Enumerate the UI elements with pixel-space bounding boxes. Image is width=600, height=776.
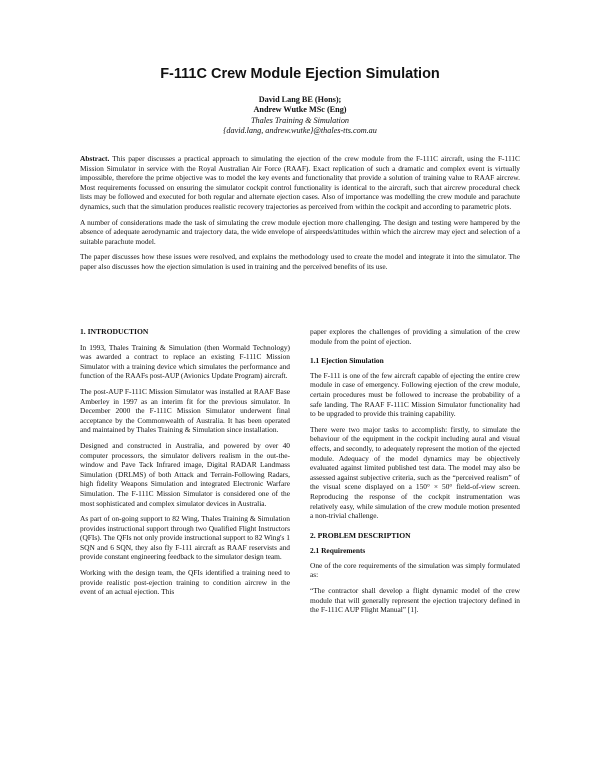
abstract-text: This paper discusses a practical approach to simulating the ejection of the crew module from the F-111C aircraft, using the F-111C Mission Simulator in service with the Royal Australian Air Force (RAAF). Exact replication of such a dramatic and complex event is virtually impossible, therefore the prime objective was to model the key events and functionality that provide a solution of training value to RAAF aircrew. Most requirements focussed on ensuring the simulator cockpit control functionality is identical to the aircraft, such that aircrew procedural check lists may be followed and executed for both regular and alternate ejection cases. Also of importance was modelling the crew module and parachute dynamics, such that the simulation produces realistic recovery trajectories as perceived from within the cockpit and according to parametric plots. — [80, 154, 520, 211]
section-heading-problem-description: 2. PROBLEM DESCRIPTION — [310, 530, 411, 540]
ejection-paragraph-1: The F-111 is one of the few aircraft capable of ejecting the entire crew module in case of emergency. Following ejection of the crew module, certain procedures must be followed to increase the probability of a safe landing. The RAAF F-111C Mission Simulator functionality had to be upgraded to provide this training capability. — [310, 370, 520, 419]
subsection-heading-ejection-simulation: 1.1 Ejection Simulation — [310, 356, 384, 366]
affiliation: Thales Training & Simulation — [250, 115, 350, 125]
requirements-paragraph: One of the core requirements of the simulation was simply formulated as: — [310, 560, 520, 580]
intro-paragraph-3: Designed and constructed in Australia, and powered by over 40 computer processors, the simulator delivers realism in the out-the-window and Pave Tack Infrared image, Digital RADAR Landmass Simulation (DRLMS) of both Attack and Terrain-Following Radars, high fidelity Weapons Simulation and integrated Electronic Warfare Simulation. The F-111C Mission Simulator is considered one of the most sophisticated and complex simulator devices in Australia. — [80, 440, 290, 508]
abstract-paragraph-3: The paper discusses how these issues were resolved, and explains the methodology used to create the model and integrate it into the simulator. The paper also discusses how the ejection simulation is used in training and the perceived benefits of its use. — [80, 252, 520, 271]
abstract-section — [80, 154, 520, 278]
paper-title: F-111C Crew Module Ejection Simulation — [160, 66, 440, 82]
intro-paragraph-5: Working with the design team, the QFIs identified a training need to provide realistic post-ejection training to condition aircrew in the event of an actual ejection. This — [80, 568, 290, 597]
intro-paragraph-2: The post-AUP F-111C Mission Simulator was installed at RAAF Base Amberley in 1997 as an interim fit for the previous simulator. In December 2000 the F-111C Mission Simulator underwent final acceptance by the Commonwealth of Australia. It has been operated and maintained by Thales Training & Simulation since installation. — [80, 386, 290, 435]
author-block — [0, 95, 600, 137]
intro-paragraph-4: As part of on-going support to 82 Wing, Thales Training & Simulation provides instructional support through two Qualified Flight Instructors (QFIs). The QFIs not only provide instructional support to 82 Wing's 1 SQN and 6 SQN, they also fly F-111 aircraft as RAAF reservists and provide constant engineering feedback to the simulator design team. — [80, 514, 290, 562]
left-column — [80, 327, 290, 603]
requirements-quote: “The contractor shall develop a flight dynamic model of the crew module that will generally represent the ejection trajectory defined in the F-111C AUP Flight Manual” [1]. — [310, 586, 520, 615]
ejection-paragraph-2: There were two major tasks to accomplish: firstly, to simulate the behaviour of the equipment in the cockpit including aural and visual effects, and secondly, to adequately represent the motion of the ejected module. Adequacy of the model dynamics may be objectively evaluated against limited published test data. The model may also be assessed against subjective criteria, such as the “perceived realism” of the visual scene displayed on a 150° × 50° field-of-view screen. Reproducing the response of the cockpit instrumentation was relatively easy, while simulation of the crew module motion presented a non-trivial challenge. — [310, 424, 520, 521]
right-column — [310, 327, 520, 621]
intro-paragraph-continued: paper explores the challenges of providing a simulation of the crew module from the point of ejection. — [310, 327, 520, 346]
author-emails: {david.lang, andrew.wutke}@thales-tts.com.au — [223, 126, 377, 136]
abstract-paragraph-1 — [80, 154, 520, 212]
section-heading-introduction: 1. INTRODUCTION — [80, 327, 149, 336]
abstract-paragraph-2: A number of considerations made the task of simulating the crew module ejection more challenging. The design and testing were hampered by the absence of adequate aerodynamic and trajectory data, the wide envelope of airspeeds/attitudes within which the aircrew may eject and selection of a suitable parachute model. — [80, 217, 520, 246]
author-2: Andrew Wutke MSc (Eng) — [253, 105, 347, 115]
author-1: David Lang BE (Hons); — [258, 95, 342, 104]
abstract-label: Abstract. — [80, 154, 110, 163]
subsection-heading-requirements: 2.1 Requirements — [310, 546, 366, 556]
intro-paragraph-1: In 1993, Thales Training & Simulation (then Wormald Technology) was awarded a contract to replace an existing F-111C Mission Simulator with a training device which simulates the performance and function of the RAAFs post-AUP (Avionics Update Program) aircraft. — [80, 342, 290, 381]
